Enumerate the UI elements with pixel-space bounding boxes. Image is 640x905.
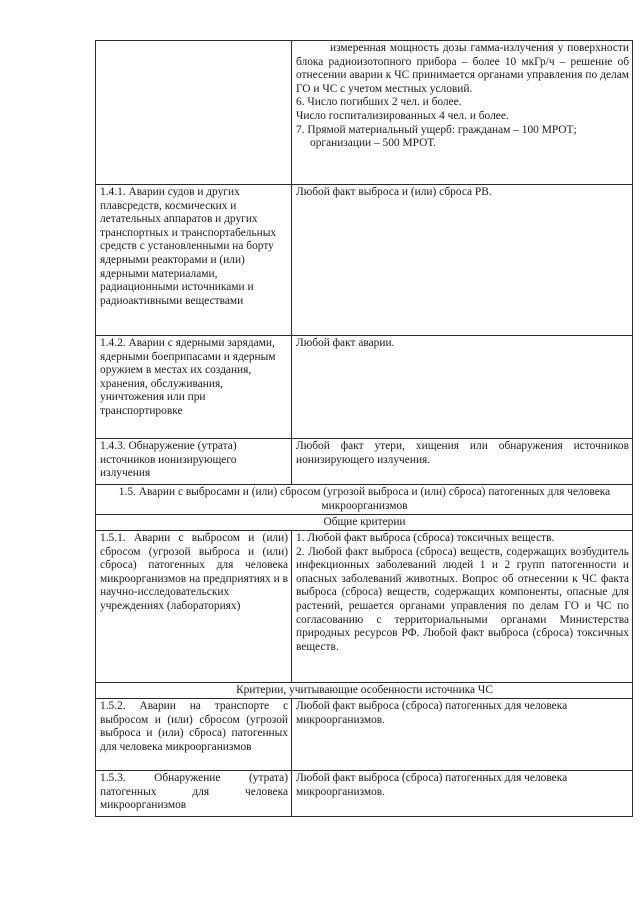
table-row <box>96 185 633 336</box>
criterion-text: 2. Любой факт выброса (сброса) веществ, содержащих возбудитель инфекционных заболеваний людей 1 и 2 групп патогенности и опасных заболеваний животных. Вопрос об отнесении к ЧС факта выброса (сброса) веществ, содержащих компоненты, опасные для растений, решается органами управления по делам ГО и ЧС по согласованию с территориальными органами Министерства природных ресурсов РФ. Любой факт выброса (сброса) токсичных веществ. <box>296 545 629 653</box>
row-label-1-4-1: 1.4.1. Аварии судов и других плавсредств, космических и летательных аппаратов и других транспортных и транспортабельных средств с установленными на борту ядерными реакторами и (или) ядерными материалами, радиационными источниками и радиоактивными веществами <box>96 185 292 336</box>
general-criteria-title: Общие критерии <box>96 515 633 531</box>
table-row <box>96 699 633 771</box>
row-criterion-1-4-3: Любой факт утери, хищения или обнаружения источников ионизирующего излучения. <box>292 439 633 485</box>
row-label-1-4-2: 1.4.2. Аварии с ядерными зарядами, ядерными боеприпасами и ядерным оружием в местах их создания, хранения, обслуживания, уничтожения или при транспортировке <box>96 336 292 439</box>
criterion-text: Число госпитализированных 4 чел. и более. <box>296 109 509 122</box>
subheader-row <box>96 515 633 531</box>
row-label-1-4-3: 1.4.3. Обнаружение (утрата) источников ионизирующего излучения <box>96 439 292 485</box>
table-row <box>96 439 633 485</box>
criterion-text: измеренная мощность дозы гамма-излучения у поверхности блока радиоизотопного прибора – более 10 мкГр/ч – решение об отнесении аварии к ЧС принимается органами управления по делам ГО и ЧС с учетом местных условий. <box>296 42 629 95</box>
table-row <box>96 531 633 683</box>
row-criterion-1-5-3: Любой факт выброса (сброса) патогенных для человека микроорганизмов. <box>292 771 633 817</box>
table-row <box>96 41 633 185</box>
table-row <box>96 336 633 439</box>
row-criterion-1-4-2: Любой факт аварии. <box>292 336 633 439</box>
criterion-text: 7. Прямой материальный ущерб: гражданам – 100 МРОТ; <box>296 123 577 136</box>
row-label-1-5-3: 1.5.3. Обнаружение (утрата) патогенных для человека микроорганизмов <box>96 771 292 817</box>
criteria-table <box>95 40 633 817</box>
row-criterion-1-5-1 <box>292 531 633 683</box>
row-criterion-1-4-1: Любой факт выброса и (или) сброса РВ. <box>292 185 633 336</box>
row-right-cell <box>292 41 633 185</box>
criterion-text: 6. Число погибших 2 чел. и более. <box>296 96 462 109</box>
section-title-1-5: 1.5. Аварии с выбросами и (или) сбросом (угрозой выброса и (или) сброса) патогенных для человека микроорганизмов <box>96 485 633 515</box>
section-header-row <box>96 485 633 515</box>
row-label-1-5-1: 1.5.1. Аварии с выбросом и (или) сбросом (угрозой выброса и (или) сброса) патогенных для человека микроорганизмов на предприятиях и в научно-исследовательских учреждениях (лабораториях) <box>96 531 292 683</box>
subheader-row <box>96 683 633 699</box>
criterion-text: организации – 500 МРОТ. <box>310 137 436 150</box>
source-criteria-title: Критерии, учитывающие особенности источника ЧС <box>96 683 633 699</box>
row-criterion-1-5-2: Любой факт выброса (сброса) патогенных для человека микроорганизмов. <box>292 699 633 771</box>
row-left-cell <box>96 41 292 185</box>
criterion-text: 1. Любой факт выброса (сброса) токсичных веществ. <box>296 532 555 544</box>
table-row <box>96 771 633 817</box>
row-label-1-5-2: 1.5.2. Аварии на транспорте с выбросом и (или) сбросом (угрозой выброса и (или) сброса) патогенных для человека микроорганизмов <box>96 699 292 771</box>
